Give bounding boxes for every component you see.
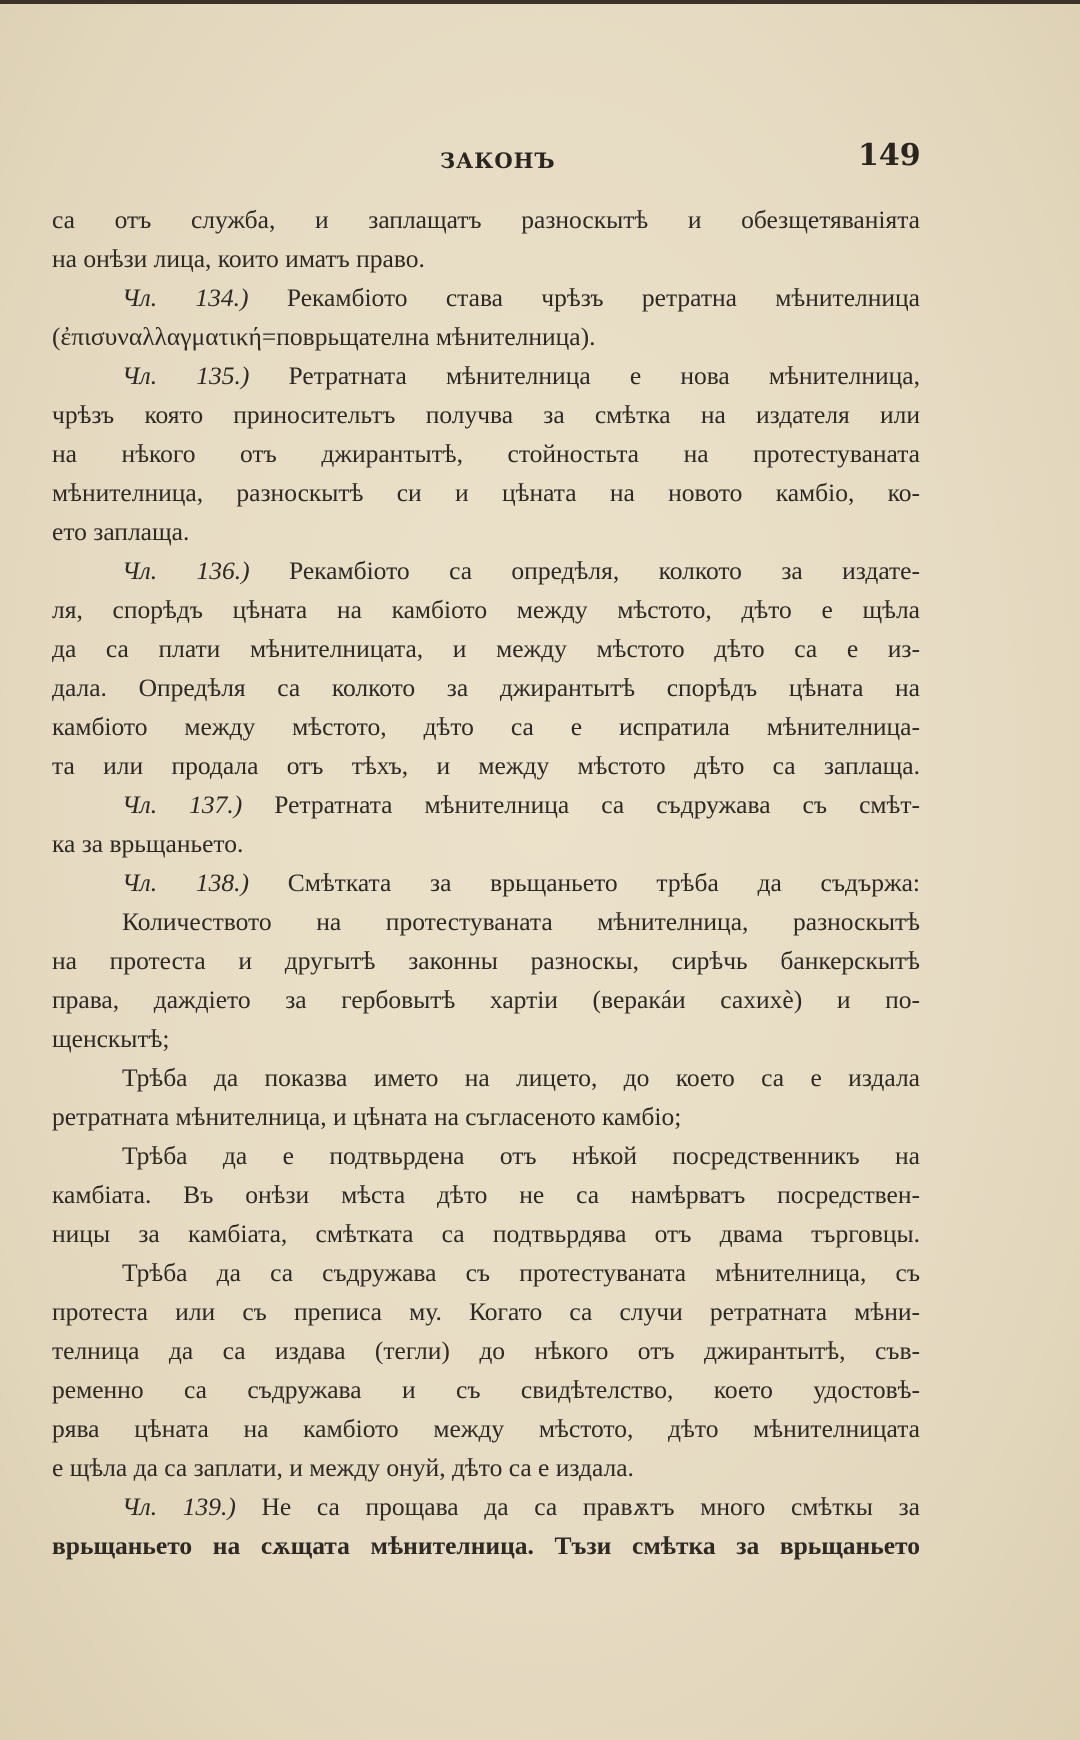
text-line bbox=[52, 980, 920, 1019]
line-text: Ретратната мѣнителница е нова мѣнителница, bbox=[249, 361, 920, 390]
line-text: (ἐπισυναλλαγματική=поврьщателна мѣнителница). bbox=[52, 322, 596, 351]
line-text: щенскытѣ; bbox=[52, 1024, 170, 1053]
text-line bbox=[52, 1292, 920, 1331]
text-line bbox=[52, 1487, 920, 1526]
article-number: Чл. 135.) bbox=[122, 361, 250, 390]
text-line bbox=[52, 512, 920, 551]
line-text: та или продала отъ тѣхъ, и между мѣстото дѣто са заплаща. bbox=[52, 751, 920, 780]
line-text: Смѣтката за врьщаньето трѣба да съдържа: bbox=[248, 868, 920, 897]
line-text: Количеството на протестуваната мѣнителница, разноскытѣ bbox=[122, 907, 920, 936]
text-line bbox=[52, 707, 920, 746]
text-line bbox=[52, 278, 920, 317]
line-text: Не са прощава да са правѫтъ много смѣткы за bbox=[235, 1492, 920, 1521]
line-text: камбіата. Въ онѣзи мѣста дѣто не са намѣрватъ посредствен- bbox=[52, 1180, 920, 1209]
text-line bbox=[52, 668, 920, 707]
text-line bbox=[52, 824, 920, 863]
line-text: врьщаньето на сѫщата мѣнителница. Тъзи смѣтка за врьщаньето bbox=[52, 1531, 920, 1560]
text-line bbox=[52, 746, 920, 785]
text-line bbox=[52, 356, 920, 395]
line-text: на нѣкого отъ джирантытѣ, стойностьта на протестуваната bbox=[52, 439, 920, 468]
line-text: Ретратната мѣнителница са съдружава съ смѣт- bbox=[242, 790, 921, 819]
line-text: дала. Опредѣля са колкото за джирантытѣ спорѣдъ цѣната на bbox=[52, 673, 920, 702]
text-line bbox=[52, 1448, 920, 1487]
line-text: на протеста и другытѣ законны разноскы, сирѣчь банкерскытѣ bbox=[52, 946, 920, 975]
text-line bbox=[52, 1136, 920, 1175]
text-line bbox=[52, 1526, 920, 1565]
text-line bbox=[52, 941, 920, 980]
article-number: Чл. 134.) bbox=[122, 283, 249, 312]
text-line bbox=[52, 863, 920, 902]
line-text: Рекамбіото са опредѣля, колкото за издате- bbox=[249, 556, 920, 585]
text-line bbox=[52, 1175, 920, 1214]
line-text: Трѣба да е подтвьрдена отъ нѣкой посредственникъ на bbox=[122, 1141, 920, 1170]
text-line bbox=[52, 1253, 920, 1292]
text-line bbox=[52, 629, 920, 668]
line-text: права, даждіето за гербовытѣ хартіи (веракáи сахихè) и по- bbox=[52, 985, 920, 1014]
text-line bbox=[52, 239, 920, 278]
text-line bbox=[52, 1331, 920, 1370]
line-text: на онѣзи лица, които иматъ право. bbox=[52, 244, 425, 273]
text-line bbox=[52, 551, 920, 590]
line-text: Рекамбіото става чрѣзъ ретратна мѣнителница bbox=[248, 283, 920, 312]
line-text: е щѣла да са заплати, и между онуй, дѣто са е издала. bbox=[52, 1453, 634, 1482]
line-text: ницы за камбіата, смѣтката са подтвьрдява отъ двама търговцы. bbox=[52, 1219, 920, 1248]
line-text: ка за врьщаньето. bbox=[52, 829, 244, 858]
line-text: ля, спорѣдъ цѣната на камбіото между мѣстото, дѣто е щѣла bbox=[52, 595, 920, 624]
text-line bbox=[52, 317, 920, 356]
page-number: 149 bbox=[858, 138, 921, 173]
text-line bbox=[52, 1019, 920, 1058]
line-text: Трѣба да са съдружава съ протестуваната мѣнителница, съ bbox=[122, 1258, 920, 1287]
line-text: рява цѣната на камбіото между мѣстото, дѣто мѣнителницата bbox=[52, 1414, 920, 1443]
text-line bbox=[52, 1097, 920, 1136]
text-line bbox=[52, 902, 920, 941]
text-line bbox=[52, 785, 920, 824]
line-text: са отъ служба, и заплащатъ разноскытѣ и обезщетяваніята bbox=[52, 205, 920, 234]
text-line bbox=[52, 590, 920, 629]
line-text: камбіото между мѣстото, дѣто са е испратила мѣнителница- bbox=[52, 712, 920, 741]
line-text: чрѣзъ която приносительтъ получва за смѣтка на издателя или bbox=[52, 400, 920, 429]
text-line bbox=[52, 200, 920, 239]
article-number: Чл. 138.) bbox=[122, 868, 249, 897]
line-text: ременно са съдружава и съ свидѣтелство, което удостовѣ- bbox=[52, 1375, 920, 1404]
text-line bbox=[52, 434, 920, 473]
text-line bbox=[52, 1214, 920, 1253]
body-text bbox=[52, 200, 920, 1565]
article-number: Чл. 136.) bbox=[122, 556, 250, 585]
running-title: ЗАКОНЪ bbox=[440, 148, 556, 173]
line-text: ето заплаща. bbox=[52, 517, 190, 546]
line-text: мѣнителница, разноскытѣ си и цѣната на новото камбіо, ко- bbox=[52, 478, 920, 507]
text-line bbox=[52, 1058, 920, 1097]
line-text: да са плати мѣнителницата, и между мѣстото дѣто са е из- bbox=[52, 634, 920, 663]
article-number: Чл. 137.) bbox=[122, 790, 243, 819]
text-line bbox=[52, 1370, 920, 1409]
text-line bbox=[52, 1409, 920, 1448]
line-text: ретратната мѣнителница, и цѣната на съгласеното камбіо; bbox=[52, 1102, 682, 1131]
line-text: Трѣба да показва името на лицето, до което са е издала bbox=[122, 1063, 920, 1092]
line-text: телница да са издава (тегли) до нѣкого отъ джирантытѣ, съв- bbox=[52, 1336, 920, 1365]
article-number: Чл. 139.) bbox=[122, 1492, 236, 1521]
page-header bbox=[0, 138, 1080, 184]
line-text: протеста или съ преписа му. Когато са случи ретратната мѣни- bbox=[52, 1297, 920, 1326]
text-line bbox=[52, 395, 920, 434]
text-line bbox=[52, 473, 920, 512]
page-top-edge bbox=[0, 0, 1080, 4]
